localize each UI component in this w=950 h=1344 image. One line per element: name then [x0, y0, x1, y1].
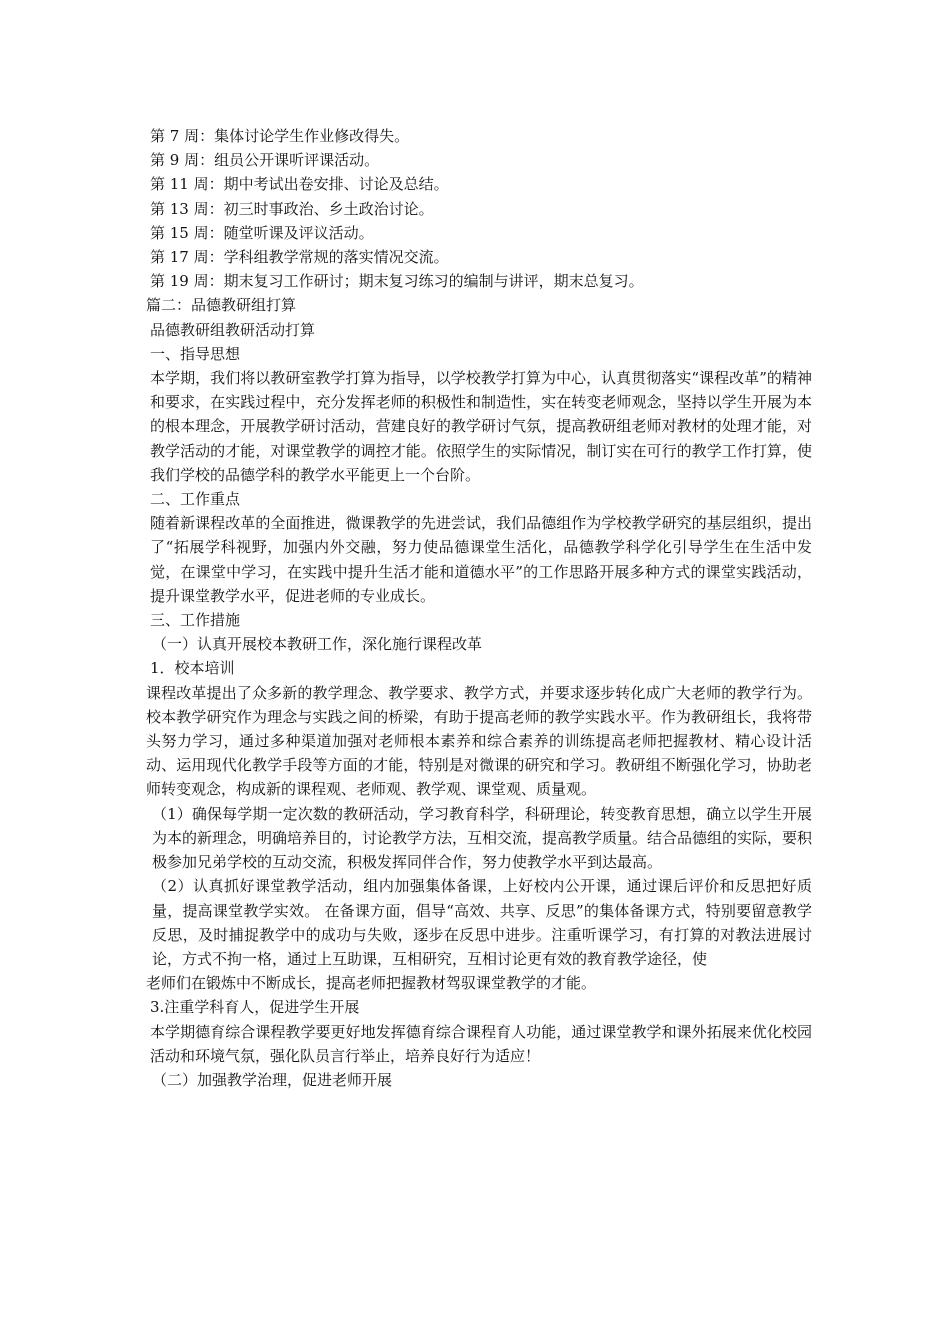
schedule-week-17: 第 17 周：学科组教学常规的落实情况交流。	[150, 248, 449, 267]
subsection-heading-school-research: （一）认真开展校本教研工作，深化施行课程改革	[152, 635, 483, 654]
paragraph-subject-education: 本学期德育综合课程教学要更好地发挥德育综合课程育人功能，通过课堂教学和课外拓展来优化校园活动和环境气氛，强化队员言行举止，培养良好行为适应！	[150, 1022, 812, 1065]
paragraph-point-2: （2）认真抓好课堂教学活动，组内加强集体备课，上好校内公开课，通过课后评价和反思把好质量，提高课堂教学实效。 在备课方面，倡导“高效、共享、反思”的集体备课方式，特别要留意教学反思，及时捕捉教学中的成功与失败，逐步在反思中进步。注重听课学习，有打算的对教法进展讨论，方式不拘一格，通过上互助课，互相研究，互相讨论更有效的教育教学途径，使	[152, 877, 812, 968]
item-heading-school-training: 1．校本培训	[150, 659, 235, 678]
paragraph-point-1: （1）确保每学期一定次数的教研活动，学习教育科学，科研理论，转变教育思想，确立以学生开展为本的新理念，明确培养目的，讨论教学方法，互相交流，提高教学质量。结合品德组的实际，要积极参加兄弟学校的互动交流，积极发挥同伴合作，努力使教学水平到达最高。	[152, 804, 813, 872]
document-title: 品德教研组教研活动打算	[150, 320, 316, 339]
schedule-week-15: 第 15 周：随堂听课及评议活动。	[150, 223, 374, 242]
schedule-week-11: 第 11 周：期中考试出卷安排、讨论及总结。	[150, 175, 449, 194]
item-heading-subject-education: 3.注重学科育人，促进学生开展	[150, 998, 360, 1017]
schedule-week-9: 第 9 周：组员公开课听评课活动。	[150, 151, 380, 170]
paragraph-teacher-growth: 老师们在锻炼中不断成长，提高老师把握教材驾驭课堂教学的才能。	[146, 974, 597, 993]
section-heading-work-measures: 三、工作措施	[150, 611, 241, 630]
schedule-week-7: 第 7 周：集体讨论学生作业修改得失。	[150, 127, 410, 145]
chapter-title: 篇二：品德教研组打算	[146, 296, 297, 315]
subsection-heading-teaching-management: （二）加强教学治理，促进老师开展	[152, 1070, 393, 1089]
paragraph-guiding-thought: 本学期，我们将以教研室教学打算为指导，以学校教学打算为中心，认真贯彻落实“课程改革”的精神和要求，在实践过程中，充分发挥老师的积极性和制造性，实在转变老师观念，坚持以学生开展为本的根本理念，开展教学研讨活动，营建良好的教学研讨气氛，提高教研组老师对教材的处理才能，对教学活动的才能，对课堂教学的调控才能。依照学生的实际情况，制订实在可行的教学工作打算，使我们学校的品德学科的教学水平能更上一个台阶。	[150, 369, 812, 484]
schedule-week-19: 第 19 周：期末复习工作研讨；期末复习练习的编制与讲评，期末总复习。	[150, 272, 644, 291]
document-body	[146, 124, 812, 1092]
schedule-week-13: 第 13 周：初三时事政治、乡土政治讨论。	[150, 199, 434, 218]
section-heading-work-focus: 二、工作重点	[150, 490, 241, 509]
paragraph-work-focus: 随着新课程改革的全面推进，微课教学的先进尝试，我们品德组作为学校教学研究的基层组织，提出了“拓展学科视野，加强内外交融，努力使品德课堂生活化，品德教学科学化引导学生在生活中发觉，在课堂中学习，在实践中提升生活才能和道德水平”的工作思路开展多种方式的课堂实践活动，提升课堂教学水平，促进老师的专业成长。	[150, 514, 812, 605]
section-heading-guiding-thought: 一、指导思想	[150, 344, 241, 363]
paragraph-school-training: 课程改革提出了众多新的教学理念、教学要求、教学方式，并要求逐步转化成广大老师的教学行为。校本教学研究作为理念与实践之间的桥梁，有助于提高老师的教学实践水平。作为教研组长，我将带头努力学习，通过多种渠道加强对老师根本素养和综合素养的训练提高老师把握教材、精心设计活动、运用现代化教学手段等方面的才能，特别是对微课的研究和学习。教研组不断强化学习，协助老师转变观念，构成新的课程观、老师观、教学观、课堂观、质量观。	[146, 683, 812, 799]
